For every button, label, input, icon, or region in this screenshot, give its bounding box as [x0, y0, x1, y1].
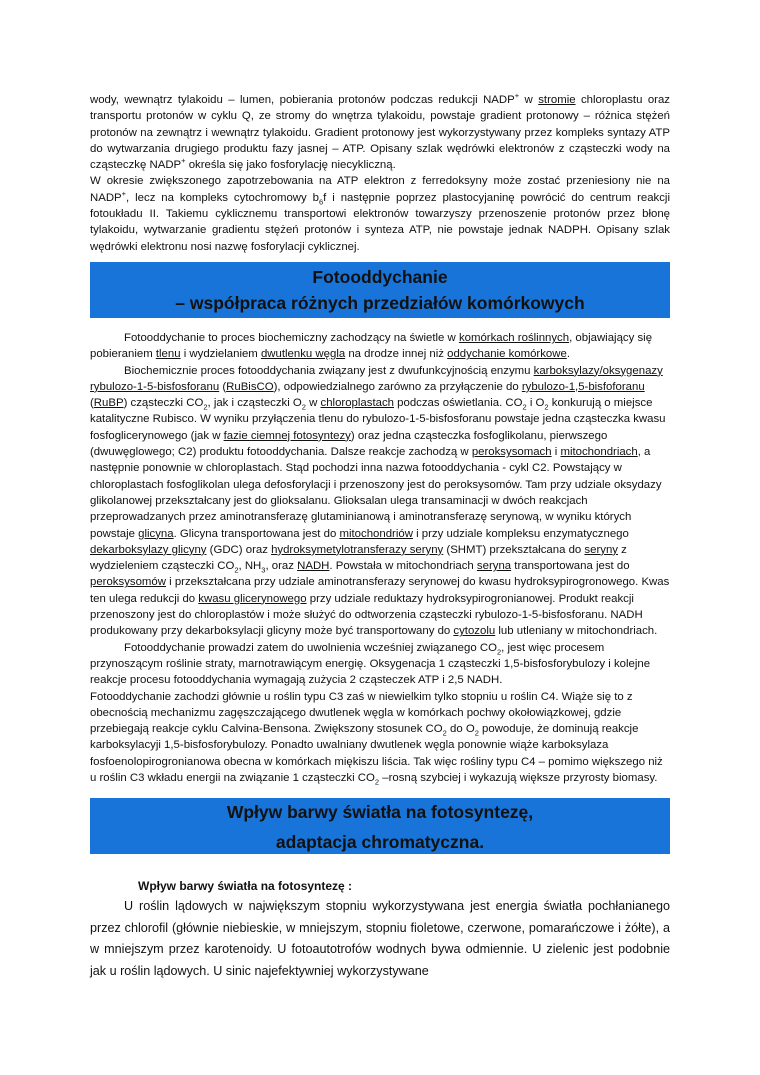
paragraph-photo-definition: Fotooddychanie to proces biochemiczny zachodzący na świetle w komórkach roślinnych, objawiający się pobieraniem tlenu i wydzielaniem dwutlenku węgla na drodze innej niż oddychanie komórkowe. [90, 332, 653, 361]
link-rubp-full[interactable]: rybulozo-1,5-bisfoforanu [521, 380, 645, 393]
link-serine[interactable]: seryny [584, 543, 618, 556]
link-plant-cells[interactable]: komórkach roślinnych [458, 332, 570, 344]
paragraph-photo-biochemistry: Biochemicznie proces fotooddychania związany jest z dwufunkcyjnością enzymu karboksylazy/oksygenazy rybulozo-1-5-bisfosforanu (RuBisCO), odpowiedzialnego zarówno za przyłączenie do rybulozo-1,5-bisfoforanu (RuBP) cząsteczki $CO_2$, jak i cząsteczki $O_2$ w chloroplastach podczas oświetlania. $CO_2$ i $O_2$ konkurują o miejsce katalityczne Rubisco. W wyniku przyłączenia tlenu do rybulozo-1-5-bisfosforanu powstaje jedna cząsteczka kwasu fosfoglicerynowego (jak w fazie ciemnej fotosyntezy) oraz jedna cząsteczka fosfoglikolanu, pierwszego (dwuwęglowego; C2) produktu fotooddychania. Dalsze reakcje zachodzą w peroksysomach i mitochondriach, a następnie ponownie w chloroplastach. Stąd pochodzi inna nazwa fotooddychania - cykl C2. Powstający w chloroplastach fosfoglikolan ulega defosforylacji i przenoszony jest do peroksysomów. Tam przy udziale oksydazy glikolanowej przekształcany jest do glioksalanu. Glioksalan ulega transaminacji w dwóch reakcjach przeprowadzanych przez aminotransferazę glutaminianową i aminotransferazę serynową, w wyniku których powstaje glicyna. Glicyna transportowana jest do mitochondriów i przy udziale kompleksu enzymatycznego dekarboksylazy glicyny (GDC) oraz hydroksymetylotransferazy seryny (SHMT) przekształcana do seryny z wydzieleniem cząsteczki $CO_2$, $NH_3$, oraz NADH. Powstała w mitochondriach seryna transportowana jest do peroksysomów i przekształcana przy udziale aminotransferazy serynowej do kwasu hydroksypirogronowego. Kwas ten ulega redukcji do kwasu glicerynowego przy udziale reduktazy hydroksypirogronianowej. Produkt reakcji przenoszony jest do chloroplastów i może służyć do odtworzenia cząsteczki rybulozo-1-5-bisfosforanu. NADH produkowany przy dekarboksylacji glicyny może być transportowany do cytozolu lub utleniany w mitochondriach. [90, 364, 670, 638]
link-rubisco-enzyme[interactable]: karboksylazy/oksygenazy rybulozo-1-5-bisfosforanu [90, 364, 663, 393]
link-cytosol[interactable]: cytozolu [453, 625, 496, 638]
link-peroxisomes-2[interactable]: peroksysomów [90, 576, 166, 589]
paragraph-light-color: U roślin lądowych w największym stopniu wykorzystywana jest energia światła pochłanianego przez chlorofil (głównie niebieskie, w mniejszym, stopniu fioletowe, czerwone, pomarańczowe i żółte), a w mniejszym przez karotenoidy. U fotoautotrofów wodnych bywa odmiennie. U zielenic jest podobnie jak u roślin lądowych. U sinic najefektywniej wykorzystywane [90, 899, 670, 978]
subsection-title: Wpływ barwy światła na fotosyntezę : [138, 879, 353, 893]
paragraph-photo-c3-c4: Fotooddychanie zachodzi głównie u roślin typu C3 zaś w niewielkim tylko stopniu u roślin C4. Wiąże się to z obecnością mechanizmu zagęszczającego dwutlenek węgla w komórkach pochwy okołowiązkowej, gdzie przebiegają reakcje cyklu Calvina-Bensona. Zwiększony stosunek $CO_2$ do $O_2$ powoduje, że dominują reakcje karboksylacyji 1,5-bisfosforybulozy. Ponadto uwalniany dwutlenek węgla ponownie wiąże karboksylaza fosfoenolopirogronianowa obecna w komórkach miękiszu liścia. Tak więc rośliny typu C4 – pomimo większego niż u roślin C3 wkładu energii na związanie 1 cząsteczki $CO_2$ –rosną szybciej i wykazują większe przyrosty biomasy. [90, 690, 663, 787]
link-chloroplasts[interactable]: chloroplastach [320, 397, 394, 410]
photorespiration-section [90, 330, 670, 786]
link-cellular-respiration[interactable]: oddychanie komórkowe [447, 348, 567, 361]
section-banner-photorespiration [90, 262, 670, 318]
link-glycine[interactable]: glicyna [138, 527, 174, 540]
paragraph-cyclic-phosphorylation: W okresie zwiększonego zapotrzebowania na ATP elektron z ferredoksyny może zostać przeniesiony nie na NADP+, lecz na kompleks cytochromowy $b_6f$ i następnie poprzez plastocyjaninę powrócić do centrum reakcji fotoukładu II. Takiemu cyklicznemu transportowi elektronów towarzyszy przenoszenie protonów przez błonę tylakoidu, wytwarzanie gradientu stężeń protonów i synteza ATP, nie powstaje jednak NADPH. Opisany szlak wędrówki elektronu nosi nazwę fosforylacji cyklicznej. [90, 175, 670, 253]
link-carbon-dioxide[interactable]: dwutlenku węgla [260, 348, 346, 361]
section-banner-light-color [90, 798, 670, 854]
link-rubp[interactable]: RuBP [93, 397, 124, 410]
banner-title-line2: adaptacja chromatyczna. [275, 832, 485, 852]
link-mitochondria[interactable]: mitochondriach [560, 446, 638, 459]
light-color-section [90, 876, 670, 982]
link-stroma[interactable]: stromie [538, 94, 576, 106]
link-oxygen[interactable]: tlenu [155, 348, 181, 361]
link-glyceric-acid[interactable]: kwasu glicerynowego [198, 592, 307, 605]
link-glycine-decarboxylase[interactable]: dekarboksylazy glicyny [90, 543, 207, 556]
link-shmt[interactable]: hydroksymetylotransferazy seryny [271, 543, 444, 556]
link-rubisco[interactable]: RuBisCO [226, 380, 274, 393]
link-nadh[interactable]: NADH [297, 560, 330, 573]
top-paragraphs [90, 92, 670, 255]
link-dark-phase[interactable]: fazie ciemnej fotosyntezy [223, 429, 351, 442]
paragraph-photo-losses: Fotooddychanie prowadzi zatem do uwolnienia wcześniej związanego $CO_2$, jest więc procesem przynoszącym roślinie straty, marnotrawiącym energię. Oksygenacja 1 cząsteczki 1,5-bisfosforybulozy i kolejne reakcje procesu fotooddychania wymagają zużycia 2 cząsteczek ATP i 2,5 NADH. [90, 641, 651, 687]
banner-title-line1: Wpływ barwy światła na fotosyntezę, [226, 802, 534, 822]
link-serine-2[interactable]: seryna [476, 560, 512, 573]
link-mitochondria-2[interactable]: mitochondriów [339, 527, 413, 540]
link-peroxisomes[interactable]: peroksysomach [471, 446, 552, 459]
banner-title-line2: – współpraca różnych przedziałów komórkowych [175, 293, 585, 313]
paragraph-linear-phosphorylation: wody, wewnątrz tylakoidu – lumen, pobierania protonów podczas redukcji NADP+ w stromie chloroplastu oraz transportu protonów w cyklu Q, ze stromy do wnętrza tylakoidu, powstaje gradient protonowy – różnica stężeń protonów na zewnątrz i wewnątrz tylakoidu. Gradient protonowy jest wykorzystywany przez kompleks syntazy ATP do wytwarzania drugiego produktu fazy jasnej – ATP. Opisany szlak wędrówki elektronów z cząsteczki wody na cząsteczkę NADP+ określa się jako fosforylację niecykliczną. [90, 91, 670, 172]
banner-title-line1: Fotooddychanie [312, 267, 448, 287]
